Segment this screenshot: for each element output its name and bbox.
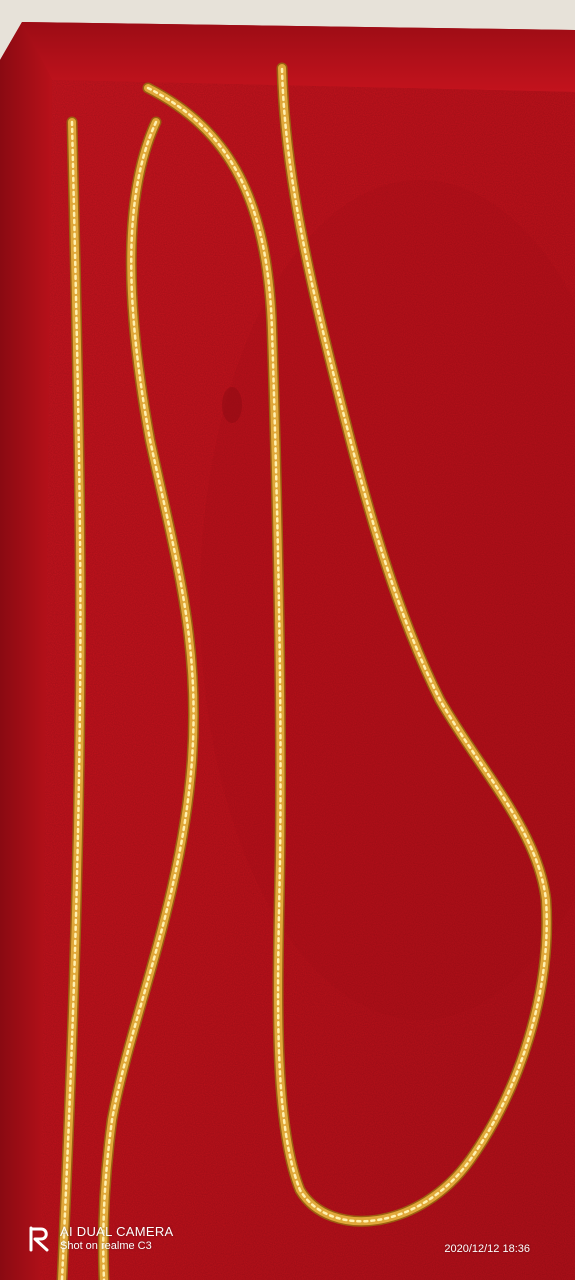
camera-watermark (28, 1224, 174, 1254)
watermark-camera-label: AI DUAL CAMERA (60, 1224, 174, 1239)
watermark-device-label: Shot on realme C3 (60, 1240, 152, 1252)
velvet-spot (222, 387, 242, 423)
realme-r-logo-icon (28, 1225, 52, 1253)
photo-timestamp: 2020/12/12 18:36 (444, 1243, 530, 1255)
